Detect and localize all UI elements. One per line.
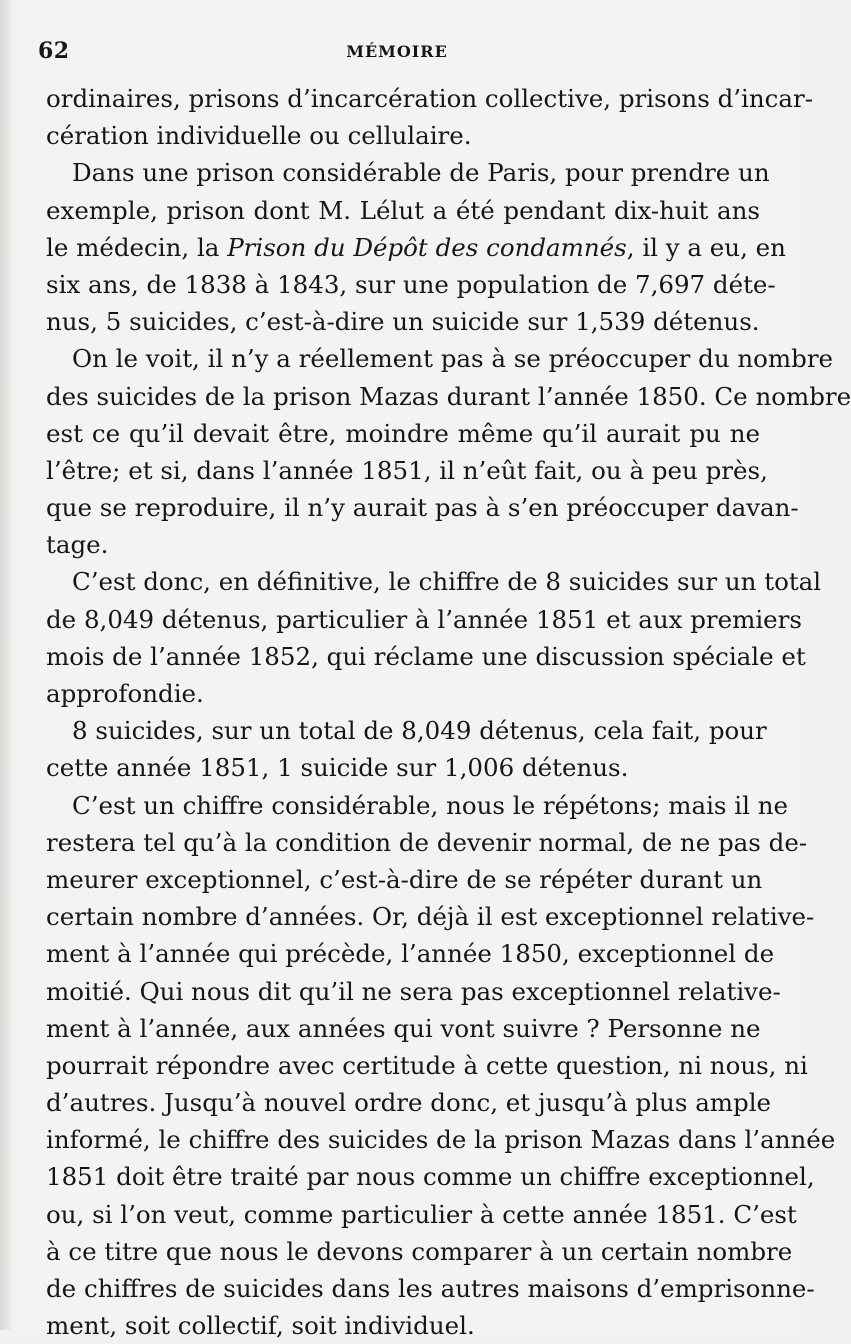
page-edge-shadow xyxy=(0,0,14,1330)
text-line: informé, le chiffre des suicides de la prison Mazas dans l’année xyxy=(46,1125,836,1155)
text-line: mois de l’année 1852, qui réclame une discussion spéciale et xyxy=(46,641,806,671)
text-line: tage. xyxy=(46,530,109,560)
text-line: On le voit, il n’y a réellement pas à se préoccuper du nombre xyxy=(72,344,834,374)
text-line: cération individuelle ou cellulaire. xyxy=(46,121,472,151)
text-line: l’être; et si, dans l’année 1851, il n’eût fait, ou à peu près, xyxy=(46,455,768,485)
text-line: exemple, prison dont M. Lélut a été pendant dix-huit ans xyxy=(46,195,760,225)
text-line: ment à l’année qui précède, l’année 1850, exceptionnel de xyxy=(46,939,775,969)
running-head: MÉMOIRE xyxy=(346,42,448,61)
text-line: ment à l’année, aux années qui vont suivre ? Personne ne xyxy=(46,1013,761,1043)
page-header xyxy=(38,38,756,74)
body-text xyxy=(46,80,851,1344)
text-line: meurer exceptionnel, c’est-à-dire de se répéter durant un xyxy=(46,864,763,894)
page-number: 62 xyxy=(38,38,70,64)
text-line: C’est un chiffre considérable, nous le répétons; mais il ne xyxy=(72,790,789,820)
text-line: nus, 5 suicides, c’est-à-dire un suicide sur 1,539 détenus. xyxy=(46,307,760,337)
text-line: moitié. Qui nous dit qu’il ne sera pas exceptionnel relative- xyxy=(46,976,781,1006)
text-line xyxy=(46,229,786,266)
text-line: que se reproduire, il n’y aurait pas à s’en préoccuper davan- xyxy=(46,493,799,523)
text-line: Dans une prison considérable de Paris, pour prendre un xyxy=(72,158,770,188)
text-line: à ce titre que nous le devons comparer à un certain nombre xyxy=(46,1236,793,1266)
text-line: certain nombre d’années. Or, déjà il est exceptionnel relative- xyxy=(46,902,815,932)
text-line: ordinaires, prisons d’incarcération collective, prisons d’incar- xyxy=(46,84,813,113)
text-line: de chiffres de suicides dans les autres maisons d’emprisonne- xyxy=(46,1274,815,1303)
text-line: pourrait répondre avec certitude à cette question, ni nous, ni xyxy=(46,1050,808,1080)
text-line: cette année 1851, 1 suicide sur 1,006 détenus. xyxy=(46,753,629,783)
text-line: approfondie. xyxy=(46,679,204,708)
text-line: est ce qu’il devait être, moindre même qu’il aurait pu ne xyxy=(46,418,760,448)
text-line: 8 suicides, sur un total de 8,049 détenus, cela fait, pour xyxy=(72,716,767,746)
text-line: de 8,049 détenus, particulier à l’année 1851 et aux premiers xyxy=(46,604,802,634)
text-line: restera tel qu’à la condition de devenir normal, de ne pas de- xyxy=(46,827,808,857)
text-line: 1851 doit être traité par nous comme un chiffre exceptionnel, xyxy=(46,1162,815,1192)
text-span: le médecin, la xyxy=(46,232,228,262)
text-line: ou, si l’on veut, comme particulier à cette année 1851. C’est xyxy=(46,1199,797,1229)
text-line: ment, soit collectif, soit individuel. xyxy=(46,1311,475,1341)
italic-title: Prison du Dépôt des condamnés xyxy=(227,232,627,262)
text-span: , il y a eu, en xyxy=(626,232,786,262)
text-line: C’est donc, en définitive, le chiffre de 8 suicides sur un total xyxy=(72,567,822,597)
text-line: d’autres. Jusqu’à nouvel ordre donc, et jusqu’à plus ample xyxy=(46,1088,772,1118)
text-line: des suicides de la prison Mazas durant l’année 1850. Ce nombre xyxy=(46,381,851,411)
text-line: six ans, de 1838 à 1843, sur une population de 7,697 déte- xyxy=(46,269,776,299)
